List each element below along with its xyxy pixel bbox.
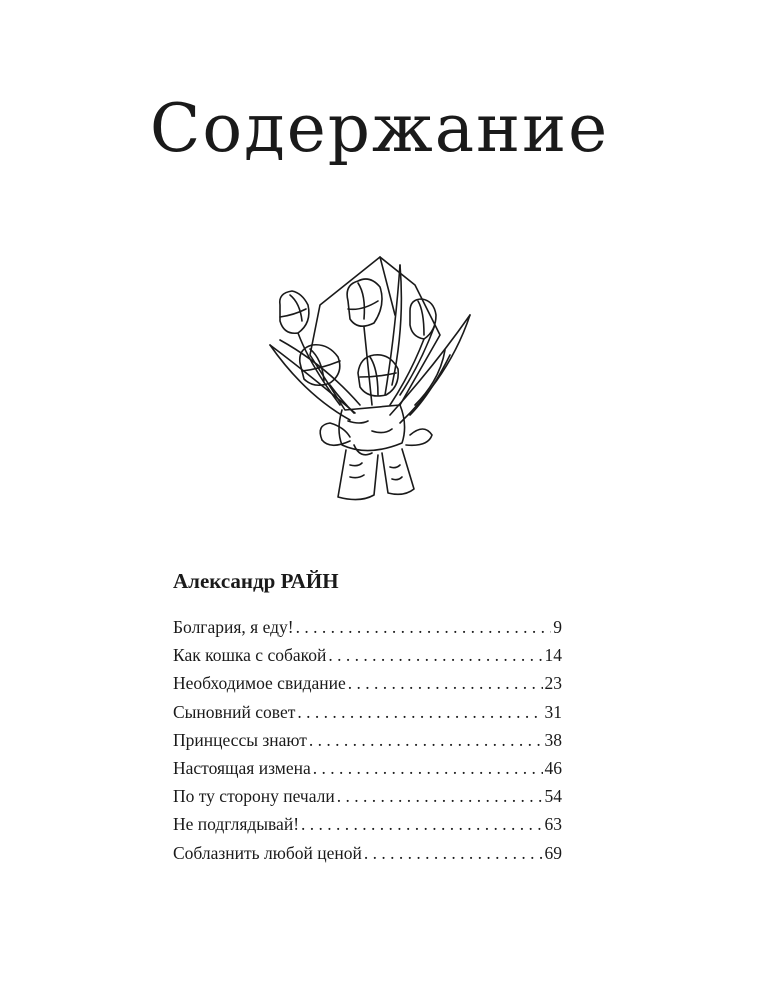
toc-leader-dots <box>337 782 543 810</box>
toc-entry-page: 63 <box>544 814 562 835</box>
page-title: Содержание <box>149 90 610 167</box>
toc-entry-title: Как кошка с собакой <box>173 645 327 666</box>
toc-entry-page: 38 <box>544 729 562 750</box>
toc-leader-dots <box>301 810 542 838</box>
toc-entry[interactable] <box>173 669 562 697</box>
toc-entry-title: Сыновний совет <box>173 701 296 722</box>
toc-entry-page: 46 <box>544 758 562 779</box>
toc-leader-dots <box>313 754 543 782</box>
toc-entry-page: 54 <box>544 786 562 807</box>
toc-entry-title: Болгария, я еду! <box>173 617 294 637</box>
toc-entry[interactable] <box>173 641 562 669</box>
toc-leader-dots <box>328 641 542 669</box>
table-of-contents <box>173 567 562 867</box>
toc-leader-dots <box>296 613 552 641</box>
toc-entry-title: Принцессы знают <box>173 729 307 750</box>
toc-leader-dots <box>348 669 543 697</box>
toc-entry[interactable] <box>173 698 562 726</box>
toc-entry-title: Не подглядывай! <box>173 814 300 835</box>
toc-entry-title: Необходимое свидание <box>173 673 346 694</box>
toc-entry-page: 31 <box>544 701 562 722</box>
toc-entry-page: 9 <box>553 617 562 637</box>
toc-entry[interactable] <box>173 754 562 782</box>
toc-leader-dots <box>309 726 543 754</box>
toc-entry[interactable] <box>173 613 562 641</box>
toc-entry[interactable] <box>173 726 562 754</box>
toc-entry-page: 23 <box>544 673 562 694</box>
toc-entry-page: 69 <box>544 842 562 863</box>
toc-leader-dots <box>297 698 542 726</box>
toc-entry[interactable] <box>173 839 562 867</box>
toc-entry-title: Соблазнить любой ценой <box>173 842 362 863</box>
toc-entry-title: Настоящая измена <box>173 758 311 779</box>
author-heading: Александр РАЙН <box>173 569 339 593</box>
tulip-bouquet-illustration <box>250 245 490 505</box>
toc-entry[interactable] <box>173 782 562 810</box>
toc-list <box>173 613 562 867</box>
toc-entry[interactable] <box>173 810 562 838</box>
toc-entry-page: 14 <box>544 645 562 666</box>
toc-leader-dots <box>364 839 543 867</box>
toc-entry-title: По ту сторону печали <box>173 786 335 807</box>
